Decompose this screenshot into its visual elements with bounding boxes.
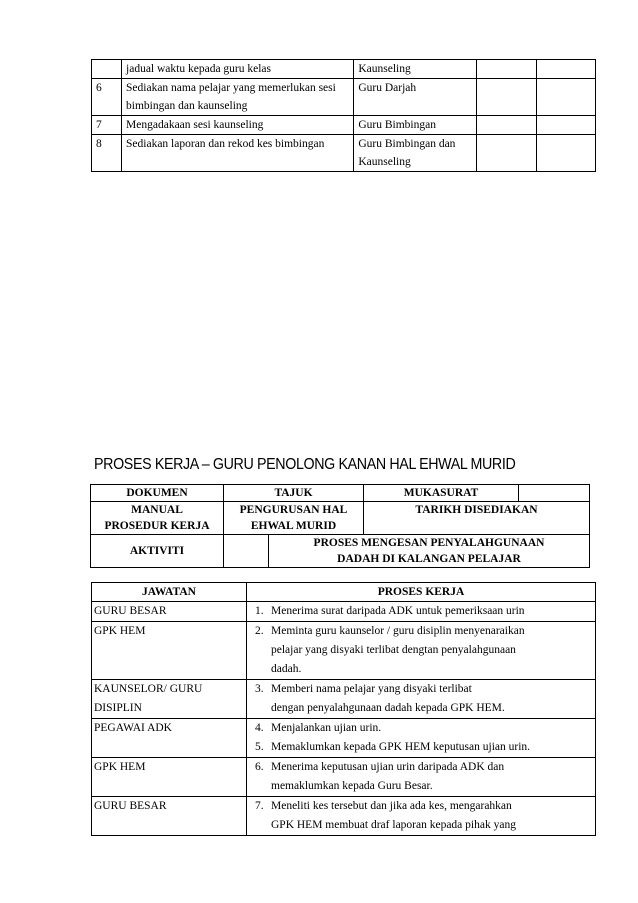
empty-cell	[536, 135, 595, 172]
empty-cell	[477, 79, 536, 116]
role-line: GURU BESAR	[94, 605, 167, 617]
role-cell	[92, 680, 247, 719]
table-row	[92, 622, 596, 680]
responsible-cell	[354, 116, 477, 135]
step-number: 6.	[255, 761, 264, 773]
row-number: 8	[92, 135, 122, 172]
role-line: DISIPLIN	[94, 702, 142, 714]
step-number: 2.	[255, 625, 264, 637]
role-cell	[92, 602, 247, 622]
role-line: GPK HEM	[94, 761, 146, 773]
role-line: GURU BESAR	[94, 800, 167, 812]
steps-cell	[247, 797, 596, 836]
activity-line: Mengadakaan sesi kaunseling	[126, 119, 264, 131]
empty-cell	[477, 135, 536, 172]
responsible-cell	[354, 60, 477, 79]
activity-cell	[122, 135, 354, 172]
activity-cell	[122, 79, 354, 116]
activity-line: Sediakan laporan dan rekod kes bimbingan	[126, 138, 325, 150]
activity-line: jadual waktu kepada guru kelas	[126, 63, 272, 75]
step-line	[255, 758, 591, 777]
steps-cell	[247, 758, 596, 797]
role-line: KAUNSELOR/ GURU	[94, 683, 203, 695]
steps-cell	[247, 622, 596, 680]
step-continuation: dadah.	[271, 663, 302, 675]
step-number: 5.	[255, 741, 264, 753]
empty-cell	[536, 79, 595, 116]
step-text: Memberi nama pelajar yang disyaki terlibat	[271, 683, 472, 695]
section-heading: PROSES KERJA – GURU PENOLONG KANAN HAL EHWAL MURID	[94, 456, 516, 473]
step-continuation: GPK HEM membuat draf laporan kepada pihak yang	[271, 819, 516, 831]
proses-line1: PROSES MENGESAN PENYALAHGUNAAN	[313, 537, 545, 549]
table-row	[92, 758, 596, 797]
manual-line2: PROSEDUR KERJA	[104, 520, 210, 532]
step-text: Menerima keputusan ujian urin daripada ADK dan	[271, 761, 505, 773]
step-number: 3.	[255, 683, 264, 695]
table-row	[92, 680, 596, 719]
tajuk-label: TAJUK	[224, 485, 364, 502]
step-number: 1.	[255, 605, 264, 617]
table-row	[92, 135, 596, 172]
table-row	[92, 116, 596, 135]
step-line	[255, 738, 591, 757]
step-line	[255, 602, 591, 621]
dokumen-label: DOKUMEN	[91, 485, 224, 502]
mukasurat-value	[519, 485, 590, 502]
step-continuation: pelajar yang disyaki terlibat dengtan penyalahgunaan	[271, 644, 516, 656]
activity-table	[91, 59, 596, 172]
activity-line: bimbingan dan kaunseling	[126, 100, 248, 112]
col-proses: PROSES KERJA	[247, 583, 596, 602]
proses-title-cell	[269, 535, 590, 568]
empty-cell	[477, 116, 536, 135]
empty-cell	[477, 60, 536, 79]
table-row	[92, 60, 596, 79]
steps-cell	[247, 719, 596, 758]
step-continuation: memaklumkan kepada Guru Besar.	[271, 780, 433, 792]
step-text: Menerima surat daripada ADK untuk pemeriksaan urin	[271, 605, 525, 617]
role-cell	[92, 797, 247, 836]
responsible-cell	[354, 79, 477, 116]
activity-cell	[122, 116, 354, 135]
row-number: 6	[92, 79, 122, 116]
step-number: 7.	[255, 800, 264, 812]
step-line	[255, 719, 591, 738]
table-row	[92, 719, 596, 758]
mukasurat-label: MUKASURAT	[364, 485, 519, 502]
tarikh-label: TARIKH DISEDIAKAN	[364, 502, 590, 535]
role-line: GPK HEM	[94, 625, 146, 637]
responsible-line: Kaunseling	[358, 156, 411, 168]
role-line: PEGAWAI ADK	[94, 722, 172, 734]
row-number: 7	[92, 116, 122, 135]
step-text: Memaklumkan kepada GPK HEM keputusan ujian urin.	[271, 741, 531, 753]
steps-cell	[247, 680, 596, 719]
document-header-table	[90, 484, 590, 568]
activity-cell	[122, 60, 354, 79]
step-line	[255, 622, 591, 641]
step-line	[255, 797, 591, 816]
pengurusan-cell	[224, 502, 364, 535]
step-text: Meneliti kes tersebut dan jika ada kes, mengarahkan	[271, 800, 512, 812]
responsible-line: Guru Darjah	[358, 82, 417, 94]
table-row	[92, 79, 596, 116]
manual-cell	[91, 502, 224, 535]
responsible-cell	[354, 135, 477, 172]
step-text: Meminta guru kaunselor / guru disiplin menyenaraikan	[271, 625, 525, 637]
role-cell	[92, 758, 247, 797]
row-number	[92, 60, 122, 79]
pengurusan-line2: EHWAL MURID	[250, 520, 337, 532]
col-jawatan: JAWATAN	[92, 583, 247, 602]
table-row	[92, 797, 596, 836]
table-row	[92, 602, 596, 622]
aktiviti-label: AKTIVITI	[91, 535, 224, 568]
role-cell	[92, 622, 247, 680]
step-text: Menjalankan ujian urin.	[271, 722, 382, 734]
step-line	[255, 680, 591, 699]
pengurusan-line1: PENGURUSAN HAL	[239, 504, 348, 516]
empty-cell	[536, 60, 595, 79]
step-continuation: dengan penyalahgunaan dadah kepada GPK HEM.	[271, 702, 505, 714]
responsible-line: Kaunseling	[358, 63, 411, 75]
activity-line: Sediakan nama pelajar yang memerlukan sesi	[126, 82, 336, 94]
manual-line1: MANUAL	[131, 504, 183, 516]
responsible-line: Guru Bimbingan dan	[358, 138, 456, 150]
proses-line2: DADAH DI KALANGAN PELAJAR	[337, 553, 521, 565]
steps-cell	[247, 602, 596, 622]
responsible-line: Guru Bimbingan	[358, 119, 436, 131]
step-number: 4.	[255, 722, 264, 734]
aktiviti-spacer	[224, 535, 269, 568]
empty-cell	[536, 116, 595, 135]
process-table	[91, 582, 596, 836]
role-cell	[92, 719, 247, 758]
